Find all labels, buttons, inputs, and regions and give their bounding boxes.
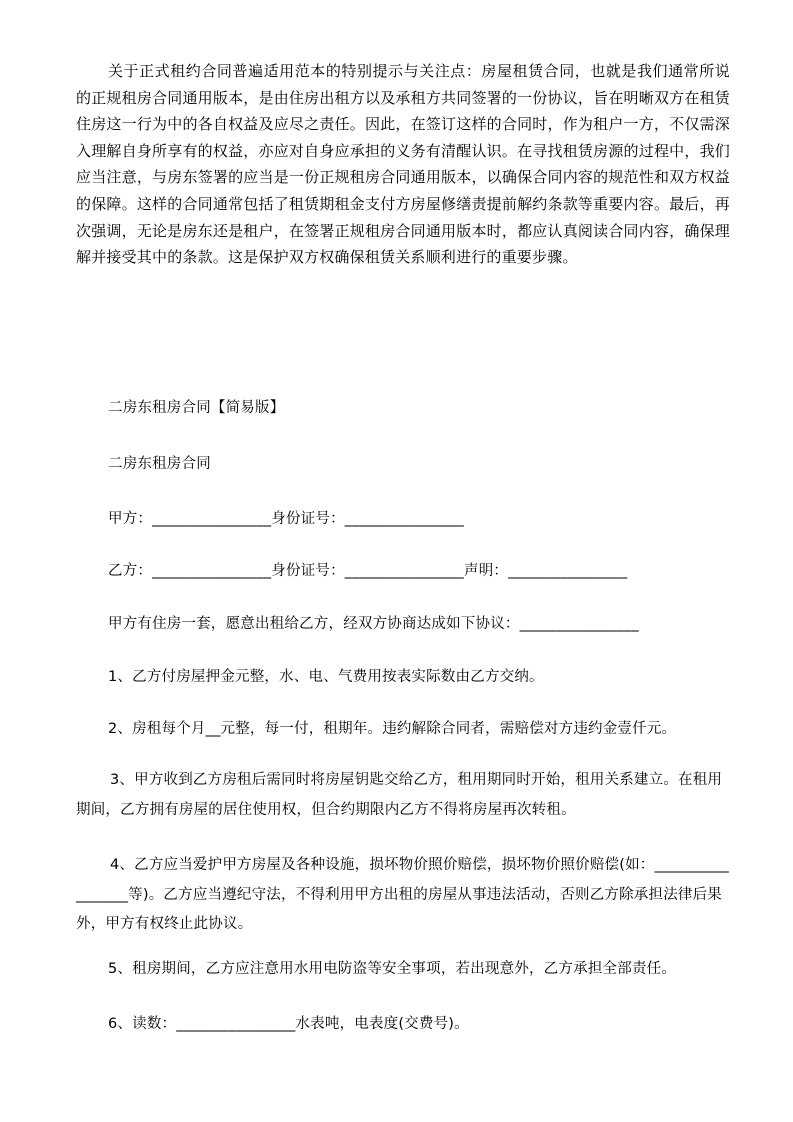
- party-a-line: 甲方：________________身份证号：________________: [108, 511, 464, 527]
- clause-2: 2、房租每个月__元整，每一付，租期年。违约解除合同者，需赔偿对方违约金壹仟元。: [108, 721, 677, 737]
- clause-1: 1、乙方付房屋押金元整，水、电、气费用按表实际数由乙方交纳。: [108, 669, 544, 685]
- clause-3: 3、甲方收到乙方房租后需同时将房屋钥匙交给乙方，租用期同时开始，租用关系建立。在租用期间，乙方拥有房屋的居住使用权，但合约期限内乙方不得将房屋再次转租。: [76, 772, 723, 818]
- clause-5: 5、租房期间，乙方应注意用水用电防盗等安全事项，若出现意外，乙方承担全部责任。: [108, 961, 677, 977]
- agreement-line: 甲方有住房一套，愿意出租给乙方，经双方协商达成如下协议：________________: [108, 616, 639, 632]
- intro-paragraph: 关于正式租约合同普遍适用范本的特别提示与关注点：房屋租赁合同，也就是我们通常所说的正规租房合同通用版本，是由住房出租方以及承租方共同签署的一份协议，旨在明晰双方在租赁住房这一行为中的各自权益及应尽之责任。因此，在签订这样的合同时，作为租户一方，不仅需深入理解自身所享有的权益，亦应对自身应承担的义务有清醒认识。在寻找租赁房源的过程中，我们应当注意，与房东签署的应当是一份正规租房合同通用版本，以确保合同内容的规范性和双方权益的保障。这样的合同通常包括了租赁期租金支付方房屋修缮责提前解约条款等重要内容。最后，再次强调，无论是房东还是租户，在签署正规租房合同通用版本时，都应认真阅读合同内容，确保理解并接受其中的条款。这是保护双方权确保租赁关系顺利进行的重要步骤。: [76, 62, 730, 267]
- party-b-line: 乙方：________________身份证号：________________声明：________________: [108, 563, 628, 579]
- contract-title: 二房东租房合同: [108, 456, 211, 472]
- clause-4: 4、乙方应当爱护甲方房屋及各种设施，损坏物价照价赔偿，损坏物价照价赔偿(如：_________________等)。乙方应当遵纪守法，不得利用甲方出租的房屋从事违法活动，否则乙方除承担法律后果外，甲方有权终止此协议。: [76, 857, 729, 932]
- clause-6: 6、读数：________________水表吨，电表度(交费号)。: [108, 1016, 469, 1032]
- contract-heading: 二房东租房合同【简易版】: [108, 400, 285, 416]
